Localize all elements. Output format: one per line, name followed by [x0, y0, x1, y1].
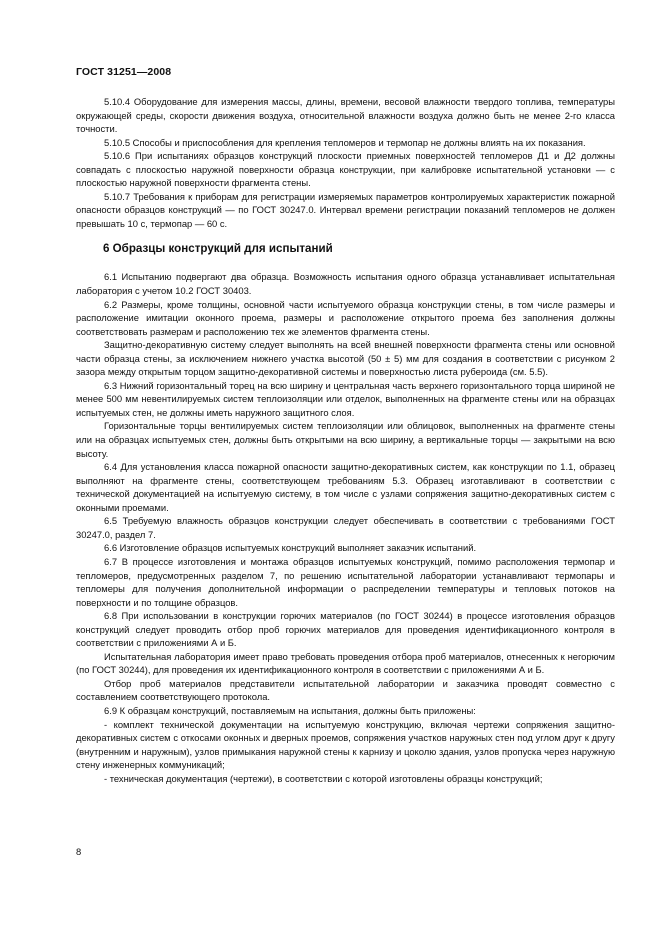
paragraph: 5.10.7 Требования к приборам для регистрации измеряемых параметров контролируемых характеристик пожарной опасности образцов конструкций — по ГОСТ 30247.0. Интервал времени регистрации показаний тепломеров не должен превышать 10 с, термопар — 60 с. — [76, 190, 615, 229]
paragraph: 6.9 К образцам конструкций, поставляемым на испытания, должны быть приложены: — [104, 704, 476, 716]
paragraph: Защитно-декоративную систему следует выполнять на всей внешней поверхности фрагмента стены или основной части образца стены, за исключением нижнего участка высотой (50 ± 5) мм для создания в соответствии с рисунком 2 зазора между открытым торцом защитно-декоративной системы и поверхностью листа рубероида (см. 5.5). — [76, 339, 615, 378]
paragraph: 6.7 В процессе изготовления и монтажа образцов испытуемых конструкций, помимо расположения термопар и тепломеров, предусмотренных разделом 7, по решению испытательной лаборатории устанавливают термопары и тепломеры для получения дополнительной информации о распределении температуры и тепловых потоков на поверхности и по толщине образцов. — [76, 555, 615, 608]
paragraph: Отбор проб материалов представители испытательной лаборатории и заказчика проводят совместно с составлением соответствующего протокола. — [76, 677, 615, 703]
document-body — [76, 95, 615, 785]
paragraph: Испытательная лаборатория имеет право требовать проведения отбора проб материалов, отнесенных к негорючим (по ГОСТ 30244), для проведения их идентификационного контроля в соответствии с приложениями А и Б. — [76, 650, 615, 676]
page-header-doc-id: ГОСТ 31251—2008 — [76, 66, 172, 78]
page-number: 8 — [76, 846, 82, 857]
paragraph: 5.10.4 Оборудование для измерения массы, длины, времени, весовой влажности твердого топлива, температуры окружающей среды, скорости движения воздуха, относительной влажности воздуха должно быть не менее 2-го класса точности. — [76, 96, 615, 135]
paragraph: 6.3 Нижний горизонтальный торец на всю ширину и центральная часть верхнего горизонтального торца шириной не менее 500 мм невентилируемых систем теплоизоляции или отделок, выполненных на фрагменте стены или на образцах испытуемых стен, не должны иметь наружного защитного слоя. — [76, 379, 615, 418]
paragraph: 6.1 Испытанию подвергают два образца. Возможность испытания одного образца устанавливает испытательная лаборатория с учетом 10.2 ГОСТ 30403. — [76, 271, 615, 297]
paragraph: 5.10.5 Способы и приспособления для крепления тепломеров и термопар не должны влиять на их показания. — [104, 136, 586, 148]
list-item: - техническая документация (чертежи), в соответствии с которой изготовлены образцы конструкций; — [104, 772, 543, 784]
paragraph: 6.8 При использовании в конструкции горючих материалов (по ГОСТ 30244) в процессе изготовления образцов конструкций следует проводить отбор проб горючих материалов для проведения идентификационного контроля в соответствии с приложениями А и Б. — [76, 610, 615, 649]
section-heading: 6 Образцы конструкций для испытаний — [103, 242, 333, 256]
paragraph: 6.4 Для установления класса пожарной опасности защитно-декоративных систем, как конструкции по 1.1, образец выполняют на фрагменте стены, соответствующем требованиям 5.3. Образец изготавливают в соответствии с технической документацией на испытуемую систему, в том числе с узлами сопряжения защитно-декоративных систем с оконными проемами. — [76, 461, 615, 513]
paragraph: 6.5 Требуемую влажность образцов конструкции следует обеспечивать в соответствии с требованиями ГОСТ 30247.0, раздел 7. — [76, 515, 615, 540]
paragraph: 6.6 Изготовление образцов испытуемых конструкций выполняет заказчик испытаний. — [104, 542, 477, 554]
paragraph: Горизонтальные торцы вентилируемых систем теплоизоляции или облицовок, выполненных на фрагменте стены или на образцах испытуемых стен, должны быть открытыми на всю ширину, а вертикальные торцы — закрытыми на всю высоту. — [76, 420, 615, 459]
paragraph: 5.10.6 При испытаниях образцов конструкций плоскости приемных поверхностей тепломеров Д1 и Д2 должны совпадать с плоскостью наружной поверхности образца конструкции, при калибровке испытательной установки — с плоскостью наружной поверхности фрагмента стены. — [76, 150, 615, 189]
list-item: - комплект технической документации на испытуемую конструкцию, включая чертежи сопряжения защитно-декоративных систем с откосами оконных и дверных проемов, сопряжения участков наружных стен под углом друг к другу (внутренним и наружным), узлов примыкания наружной стены к карнизу и цоколю здания, узлов пропуска через наружную стену инженерных коммуникаций; — [76, 718, 615, 771]
paragraph: 6.2 Размеры, кроме толщины, основной части испытуемого образца конструкции стены, в том числе размеры и расположение имитации оконного проема, размеры и расположение открытого проема без заполнения должны соответствовать размерам и расположению тех же элементов фрагмента стены. — [76, 298, 615, 337]
